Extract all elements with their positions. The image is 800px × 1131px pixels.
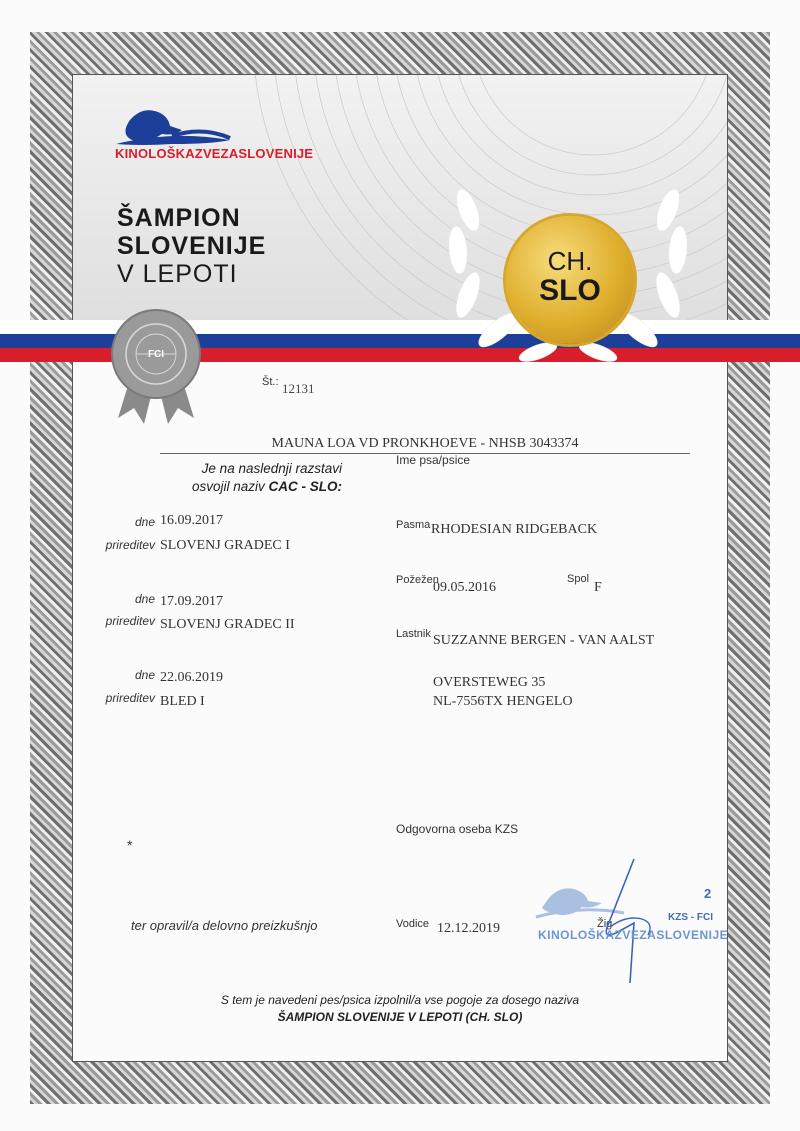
show-3-org: BLED I bbox=[160, 694, 205, 709]
seal-label: Žig bbox=[597, 918, 613, 930]
title-line-3: V LEPOTI bbox=[117, 260, 238, 288]
sex-label: Spol bbox=[567, 573, 590, 585]
stamp-fci: KZS - FCI bbox=[668, 912, 713, 923]
intro-text bbox=[150, 460, 342, 496]
certificate-title bbox=[117, 204, 266, 288]
breed-label: Pasma bbox=[396, 519, 431, 531]
footer-line-1: S tem je navedeni pes/psica izpolnil/a vse pogoje za dosego naziva bbox=[220, 993, 580, 1007]
intro-line-2-prefix: osvojil naziv bbox=[191, 479, 269, 494]
show-1-org: SLOVENJ GRADEC I bbox=[160, 538, 290, 553]
show-3-org-label: prireditev bbox=[105, 691, 155, 705]
show-1-org-label: prireditev bbox=[105, 538, 155, 552]
ch-slo-seal bbox=[506, 216, 634, 344]
show-2-date-label: dne bbox=[134, 592, 155, 606]
intro-line-1: Je na naslednji razstavi bbox=[201, 461, 342, 476]
owner-address-2: NL-7556TX HENGELO bbox=[433, 694, 573, 709]
fci-badge-label: FCI bbox=[147, 349, 165, 360]
show-2-org-label: prireditev bbox=[105, 614, 155, 628]
stamp-org-name: KINOLOŠKAZVEZASLOVENIJE bbox=[538, 928, 729, 942]
owner-label: Lastnik bbox=[396, 628, 431, 640]
serial-number: 12131 bbox=[282, 381, 315, 396]
show-2-org: SLOVENJ GRADEC II bbox=[160, 617, 295, 632]
asterisk-mark: * bbox=[127, 837, 133, 853]
title-line-1: ŠAMPION bbox=[117, 204, 241, 232]
born-date: 09.05.2016 bbox=[433, 580, 496, 595]
owner-address-1: OVERSTEWEG 35 bbox=[433, 675, 546, 690]
show-1-date-label: dne bbox=[134, 515, 155, 529]
responsible-person-label: Odgovorna oseba KZS bbox=[396, 822, 519, 836]
issue-date: 12.12.2019 bbox=[437, 921, 500, 936]
sex: F bbox=[594, 580, 602, 595]
show-3-date-label: dne bbox=[134, 668, 155, 682]
show-1-date: 16.09.2017 bbox=[160, 513, 223, 528]
serial-label: Št.: bbox=[262, 376, 279, 388]
dog-name: MAUNA LOA VD PRONKHOEVE - NHSB 3043374 bbox=[160, 436, 690, 454]
show-3-date: 22.06.2019 bbox=[160, 670, 223, 685]
seal-line-1: CH. bbox=[547, 246, 593, 276]
org-name: KINOLOŠKAZVEZASLOVENIJE bbox=[115, 146, 314, 161]
owner-name: SUZZANNE BERGEN - VAN AALST bbox=[433, 633, 655, 648]
footer-line-2: ŠAMPION SLOVENIJE V LEPOTI (CH. SLO) bbox=[277, 1010, 523, 1024]
issue-place: Vodice bbox=[396, 918, 430, 930]
show-2-date: 17.09.2017 bbox=[160, 594, 223, 609]
work-test-label: ter opravil/a delovno preizkušnjo bbox=[131, 918, 318, 933]
dog-name-label: Ime psa/psice bbox=[396, 453, 471, 467]
footer-statement bbox=[150, 992, 650, 1026]
intro-title: CAC - SLO: bbox=[268, 479, 342, 494]
stamp-number: 2 bbox=[704, 886, 712, 901]
fci-badge-icon bbox=[104, 306, 208, 426]
title-line-2: SLOVENIJE bbox=[117, 232, 267, 260]
breed: RHODESIAN RIDGEBACK bbox=[431, 522, 598, 537]
born-label: Požežen bbox=[396, 574, 439, 586]
seal-line-2: SLO bbox=[539, 274, 601, 307]
